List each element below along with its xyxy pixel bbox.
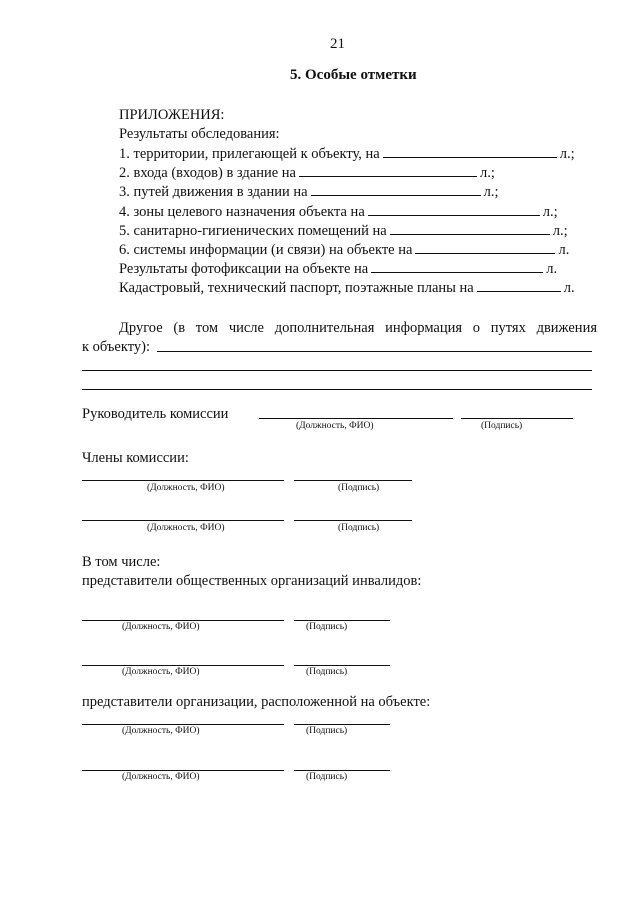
member-signature-field[interactable]: [294, 480, 412, 481]
signature-caption: (Подпись): [306, 667, 348, 677]
signature-caption: (Подпись): [306, 726, 348, 736]
representative-position-field[interactable]: [82, 620, 284, 621]
page-count-field[interactable]: [383, 145, 557, 158]
representative-signature-field[interactable]: [294, 665, 390, 666]
attachment-item-text: 4. зоны целевого назначения объекта на: [119, 204, 365, 220]
position-caption: (Должность, ФИО): [122, 622, 200, 632]
member-signature-field[interactable]: [294, 520, 412, 521]
attachment-item-cadastral: [119, 279, 575, 297]
attachment-item-suffix: л.;: [542, 204, 558, 220]
attachment-item-1: [119, 145, 575, 163]
commission-head-signature-field[interactable]: [461, 418, 573, 419]
attachment-item-suffix: л.;: [552, 223, 568, 239]
site-rep-signature-field[interactable]: [294, 770, 390, 771]
site-org-label: представители организации, расположенной на объекте:: [82, 694, 431, 710]
other-info-line1: Другое (в том числе дополнительная информация о путях движения: [119, 320, 597, 336]
page-count-field[interactable]: [371, 260, 543, 273]
signature-caption: (Подпись): [338, 523, 380, 533]
page-count-field[interactable]: [390, 222, 550, 235]
page-count-field[interactable]: [368, 203, 540, 216]
members-label: Члены комиссии:: [82, 450, 189, 466]
commission-head-label: Руководитель комиссии: [82, 406, 229, 422]
including-label: В том числе:: [82, 554, 161, 570]
signature-caption: (Подпись): [306, 622, 348, 632]
commission-head-position-field[interactable]: [259, 418, 453, 419]
disabled-orgs-label: представители общественных организаций инвалидов:: [82, 573, 422, 589]
page-count-field[interactable]: [311, 183, 481, 196]
attachments-heading: ПРИЛОЖЕНИЯ:: [119, 107, 225, 123]
position-caption: (Должность, ФИО): [147, 483, 225, 493]
attachment-item-suffix: л.;: [559, 146, 575, 162]
attachment-item-suffix: л.: [563, 280, 575, 296]
site-rep-position-field[interactable]: [82, 770, 284, 771]
position-caption: (Должность, ФИО): [147, 523, 225, 533]
attachment-item-suffix: л.;: [479, 165, 495, 181]
other-info-field[interactable]: [82, 370, 592, 371]
signature-caption: (Подпись): [306, 772, 348, 782]
attachment-item-suffix: л.: [558, 242, 570, 258]
site-rep-signature-field[interactable]: [294, 724, 390, 725]
attachment-item-suffix: л.;: [483, 184, 499, 200]
site-rep-position-field[interactable]: [82, 724, 284, 725]
representative-signature-field[interactable]: [294, 620, 390, 621]
attachment-item-3: [119, 183, 498, 201]
section-title: 5. Особые отметки: [290, 67, 417, 83]
attachment-item-suffix: л.: [546, 261, 558, 277]
other-info-field[interactable]: [157, 351, 592, 352]
other-info-line2: к объекту):: [82, 339, 150, 355]
attachment-item-photo: [119, 260, 557, 278]
signature-caption: (Подпись): [481, 421, 523, 431]
attachment-item-text: 6. системы информации (и связи) на объекте на: [119, 242, 413, 258]
other-info-field[interactable]: [82, 389, 592, 390]
page-count-field[interactable]: [477, 279, 561, 292]
attachment-item-text: 2. входа (входов) в здание на: [119, 165, 296, 181]
position-caption: (Должность, ФИО): [122, 667, 200, 677]
position-caption: (Должность, ФИО): [122, 726, 200, 736]
position-caption: (Должность, ФИО): [296, 421, 374, 431]
page-count-field[interactable]: [415, 241, 555, 254]
position-caption: (Должность, ФИО): [122, 772, 200, 782]
attachment-item-text: 1. территории, прилегающей к объекту, на: [119, 146, 380, 162]
attachment-item-6: [119, 241, 569, 259]
page-number: 21: [330, 36, 345, 52]
attachment-item-2: [119, 164, 495, 182]
attachment-item-text: Кадастровый, технический паспорт, поэтажные планы на: [119, 280, 474, 296]
representative-position-field[interactable]: [82, 665, 284, 666]
survey-results-label: Результаты обследования:: [119, 126, 280, 142]
attachment-item-text: 3. путей движения в здании на: [119, 184, 308, 200]
attachment-item-4: [119, 203, 558, 221]
attachment-item-text: 5. санитарно-гигиенических помещений на: [119, 223, 387, 239]
page-count-field[interactable]: [299, 164, 477, 177]
attachment-item-5: [119, 222, 568, 240]
attachment-item-text: Результаты фотофиксации на объекте на: [119, 261, 369, 277]
member-position-field[interactable]: [82, 480, 284, 481]
member-position-field[interactable]: [82, 520, 284, 521]
signature-caption: (Подпись): [338, 483, 380, 493]
